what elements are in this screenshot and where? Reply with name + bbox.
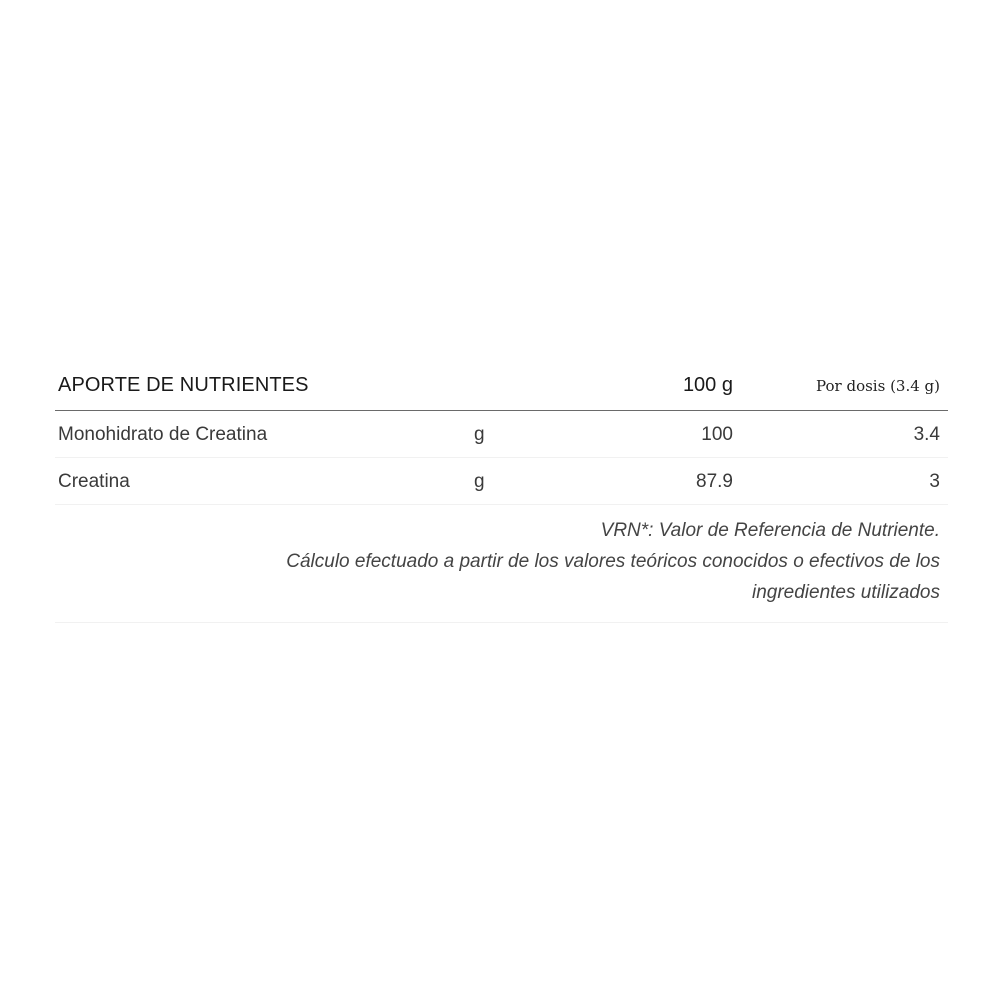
value-per-dose: 3.4 [913,424,940,445]
footnote-calculation-line-1: Cálculo efectuado a partir de los valores teóricos conocidos o efectivos de los [286,551,940,572]
nutrient-name: Creatina [58,471,130,492]
value-per-dose: 3 [929,471,940,492]
table-row [55,458,948,505]
nutrient-name: Monohidrato de Creatina [58,424,268,445]
nutrition-table [55,364,948,623]
footnotes [55,505,948,623]
table-header [55,364,948,411]
value-per-100g: 87.9 [696,471,733,492]
nutrient-unit: g [474,424,485,445]
column-header-dose: Por dosis (3.4 g) [816,377,940,395]
value-per-100g: 100 [701,424,733,445]
table-row [55,411,948,458]
footnote-calculation-line-2: ingredientes utilizados [751,582,940,603]
table-title: APORTE DE NUTRIENTES [58,374,309,396]
column-header-100g: 100 g [682,374,733,396]
nutrient-unit: g [474,471,485,492]
footnote-vrn: VRN*: Valor de Referencia de Nutriente. [600,520,940,541]
